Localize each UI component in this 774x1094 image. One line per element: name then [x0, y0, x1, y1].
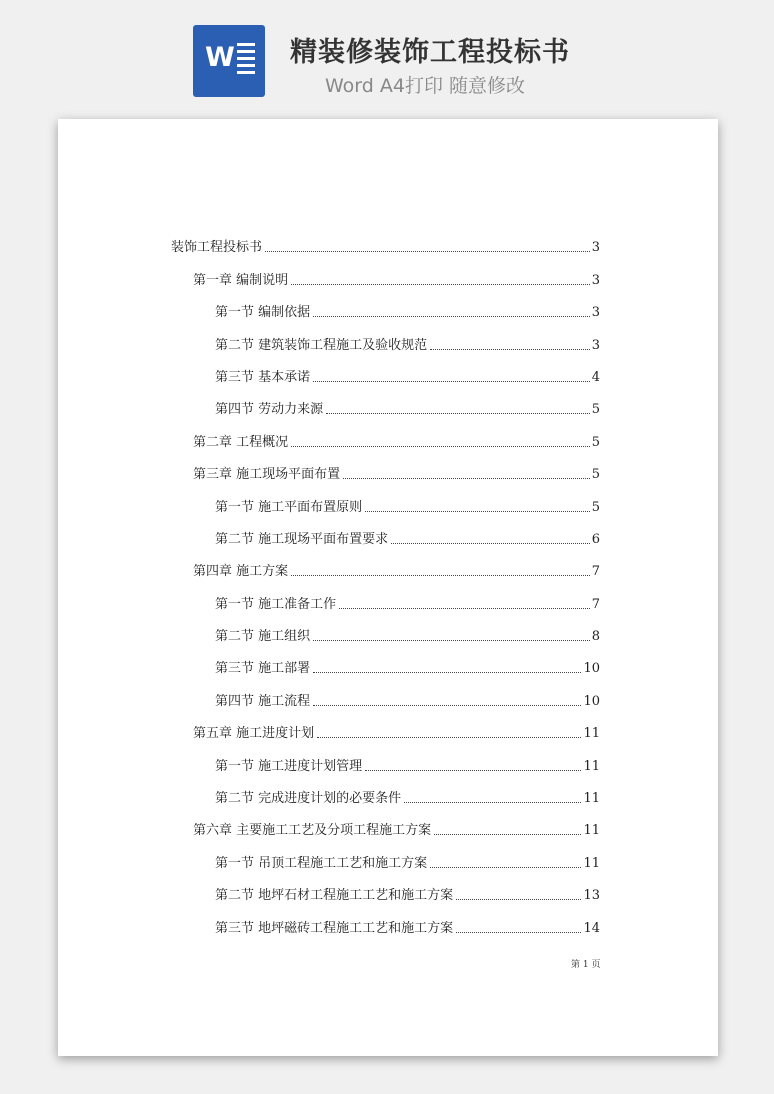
toc-dot-leader — [365, 770, 581, 771]
toc-dot-leader — [404, 802, 581, 803]
toc-entry[interactable] — [171, 718, 600, 750]
page-title: 精装修装饰工程投标书 — [290, 37, 570, 68]
toc-entry[interactable] — [171, 264, 600, 296]
toc-entry[interactable] — [171, 362, 600, 394]
toc-entry-title: 第二节 施工现场平面布置要求 — [215, 531, 389, 547]
toc-entry[interactable] — [171, 426, 600, 458]
toc-entry[interactable] — [171, 459, 600, 491]
toc-entry[interactable] — [171, 912, 600, 944]
toc-entry-title: 第一节 施工进度计划管理 — [215, 758, 363, 774]
toc-entry-page-number: 11 — [583, 855, 600, 871]
toc-entry-title: 第二节 建筑装饰工程施工及验收规范 — [215, 337, 428, 353]
toc-dot-leader — [343, 478, 590, 479]
toc-entry-title: 第六章 主要施工工艺及分项工程施工方案 — [193, 823, 432, 839]
toc-entry-page-number: 14 — [583, 920, 600, 936]
toc-dot-leader — [313, 381, 590, 382]
toc-entry[interactable] — [171, 524, 600, 556]
toc-entry-title: 第二节 地坪石材工程施工工艺和施工方案 — [215, 888, 454, 904]
toc-dot-leader — [313, 316, 590, 317]
document-page — [58, 119, 718, 1056]
toc-dot-leader — [313, 672, 581, 673]
toc-entry-title: 第一节 施工平面布置原则 — [215, 499, 363, 515]
toc-entry-title: 第一节 编制依据 — [215, 305, 311, 321]
toc-entry-page-number: 3 — [591, 337, 600, 353]
toc-dot-leader — [456, 899, 581, 900]
toc-entry-page-number: 3 — [591, 240, 600, 256]
toc-dot-leader — [313, 640, 590, 641]
toc-entry-page-number: 3 — [591, 305, 600, 321]
toc-entry[interactable] — [171, 491, 600, 523]
page-number-footer: 第 1 页 — [571, 960, 601, 970]
toc-entry-page-number: 5 — [591, 434, 600, 450]
toc-dot-leader — [291, 446, 590, 447]
toc-entry-page-number: 13 — [583, 888, 600, 904]
toc-entry-title: 第一章 编制说明 — [193, 272, 289, 288]
toc-entry-page-number: 7 — [591, 564, 600, 580]
page-subtitle: Word A4打印 随意修改 — [325, 75, 526, 97]
toc-entry-title: 第一节 施工准备工作 — [215, 596, 337, 612]
toc-entry[interactable] — [171, 588, 600, 620]
toc-entry[interactable] — [171, 394, 600, 426]
toc-entry-title: 第四节 劳动力来源 — [215, 402, 324, 418]
toc-entry-title: 第五章 施工进度计划 — [193, 726, 315, 742]
toc-entry-title: 装饰工程投标书 — [171, 240, 263, 256]
toc-dot-leader — [339, 608, 590, 609]
toc-entry[interactable] — [171, 653, 600, 685]
toc-entry[interactable] — [171, 783, 600, 815]
toc-entry-title: 第二章 工程概况 — [193, 434, 289, 450]
word-document-icon — [193, 25, 265, 97]
toc-entry-page-number: 4 — [591, 369, 600, 385]
toc-entry-page-number: 3 — [591, 272, 600, 288]
toc-entry[interactable] — [171, 556, 600, 588]
toc-entry-page-number: 10 — [583, 693, 600, 709]
toc-entry-page-number: 5 — [591, 499, 600, 515]
toc-dot-leader — [456, 932, 581, 933]
toc-entry-title: 第三节 基本承诺 — [215, 369, 311, 385]
toc-dot-leader — [265, 251, 590, 252]
toc-dot-leader — [291, 575, 590, 576]
toc-entry-page-number: 11 — [583, 823, 600, 839]
toc-entry[interactable] — [171, 880, 600, 912]
toc-dot-leader — [317, 737, 581, 738]
toc-entry-title: 第三节 施工部署 — [215, 661, 311, 677]
toc-dot-leader — [391, 543, 590, 544]
toc-entry-title: 第四章 施工方案 — [193, 564, 289, 580]
toc-entry-title: 第二节 完成进度计划的必要条件 — [215, 791, 402, 807]
toc-entry-page-number: 5 — [591, 402, 600, 418]
toc-dot-leader — [313, 705, 581, 706]
toc-entry[interactable] — [171, 297, 600, 329]
toc-entry[interactable] — [171, 621, 600, 653]
page-header — [0, 0, 774, 110]
toc-entry[interactable] — [171, 847, 600, 879]
toc-entry-title: 第三节 地坪磁砖工程施工工艺和施工方案 — [215, 920, 454, 936]
toc-entry-page-number: 8 — [591, 629, 600, 645]
toc-entry-page-number: 5 — [591, 467, 600, 483]
toc-entry-page-number: 11 — [583, 726, 600, 742]
toc-entry-title: 第三章 施工现场平面布置 — [193, 467, 341, 483]
toc-entry-page-number: 11 — [583, 758, 600, 774]
toc-entry-page-number: 10 — [583, 661, 600, 677]
toc-dot-leader — [430, 867, 581, 868]
toc-entry-page-number: 7 — [591, 596, 600, 612]
toc-dot-leader — [291, 284, 590, 285]
toc-entry[interactable] — [171, 750, 600, 782]
word-icon-letter: W — [205, 42, 235, 73]
toc-dot-leader — [430, 349, 590, 350]
toc-entry-title: 第二节 施工组织 — [215, 629, 311, 645]
toc-entry[interactable] — [171, 815, 600, 847]
table-of-contents — [171, 232, 600, 945]
toc-entry-page-number: 6 — [591, 531, 600, 547]
toc-entry-page-number: 11 — [583, 791, 600, 807]
toc-entry[interactable] — [171, 685, 600, 717]
toc-dot-leader — [326, 413, 590, 414]
toc-dot-leader — [434, 834, 581, 835]
toc-entry[interactable] — [171, 232, 600, 264]
toc-dot-leader — [365, 511, 590, 512]
document-lines-icon — [237, 43, 255, 78]
toc-entry[interactable] — [171, 329, 600, 361]
toc-entry-title: 第四节 施工流程 — [215, 693, 311, 709]
toc-entry-title: 第一节 吊顶工程施工工艺和施工方案 — [215, 855, 428, 871]
